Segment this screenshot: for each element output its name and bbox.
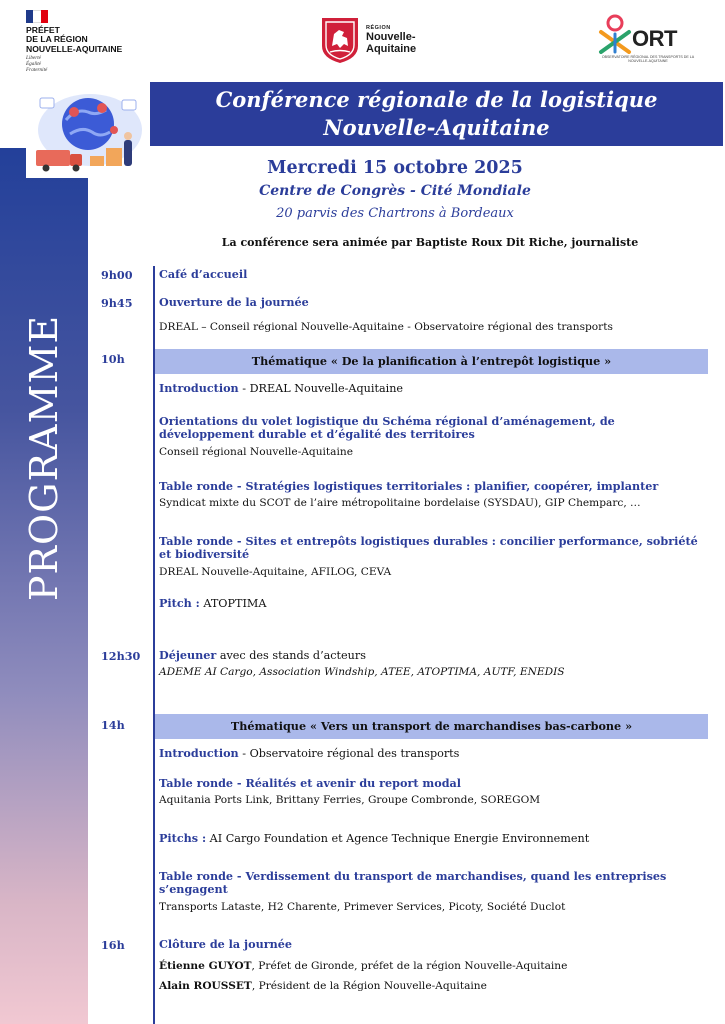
- table-ronde-4-line-1: Table ronde - Verdissement du transport de marchandises, quand les entreprises: [159, 869, 667, 883]
- intro-2-label: Introduction: [159, 746, 239, 760]
- session-table-ronde-3: Table ronde - Réalités et avenir du report modal: [159, 776, 462, 790]
- speaker-1-role: , Préfet de Gironde, préfet de la région Nouvelle-Aquitaine: [251, 960, 568, 972]
- table-ronde-2-line-2: et biodiversité: [159, 547, 250, 561]
- time-0900: 9h00: [101, 268, 133, 282]
- cloture-speaker-1: [159, 960, 709, 973]
- table-ronde-2-line-1: Table ronde - Sites et entrepôts logistiques durables : concilier performance, sobriété: [159, 534, 698, 548]
- pitch-1-rest: ATOPTIMA: [199, 597, 267, 610]
- theme-band-2: Thématique « Vers un transport de marchandises bas-carbone »: [155, 714, 708, 739]
- conference-title-banner: [150, 82, 723, 146]
- motto-1: Liberté: [26, 55, 41, 62]
- region-shield-icon: [320, 16, 360, 64]
- session-pitch-1: [159, 597, 699, 610]
- dejeuner-rest: avec des stands d’acteurs: [216, 649, 366, 662]
- time-1230: 12h30: [101, 649, 141, 663]
- logistics-illustration: [26, 90, 148, 178]
- pitch-2-rest: AI Cargo Foundation et Agence Technique Energie Environnement: [206, 832, 590, 845]
- intro-2-rest: - Observatoire régional des transports: [238, 747, 460, 760]
- region-logo: [320, 16, 440, 66]
- event-venue: Centre de Congrès - Cité Mondiale: [259, 183, 531, 199]
- session-table-ronde-1: Table ronde - Stratégies logistiques territoriales : planifier, coopérer, implanter: [159, 479, 659, 493]
- intro-1-rest: - DREAL Nouvelle-Aquitaine: [238, 382, 404, 395]
- prefet-line-2: DE LA RÉGION: [26, 34, 88, 45]
- time-1400: 14h: [101, 718, 125, 732]
- motto-3: Fraternité: [26, 66, 48, 73]
- session-intro-1: [159, 382, 699, 395]
- region-name-line-2: Aquitaine: [366, 43, 417, 55]
- table-ronde-3-speakers: Aquitania Ports Link, Brittany Ferries, Groupe Combronde, SOREGOM: [159, 794, 541, 806]
- table-ronde-1-speakers: Syndicat mixte du SCOT de l’aire métropolitaine bordelaise (SYSDAU), GIP Chemparc, …: [159, 497, 641, 509]
- region-small-label: RÉGION: [366, 25, 391, 31]
- ort-word: ORT: [632, 26, 677, 51]
- session-ouverture: Ouverture de la journée: [159, 295, 309, 309]
- prefet-logo: [26, 10, 156, 74]
- region-name-line-1: Nouvelle-: [366, 31, 416, 43]
- event-address: 20 parvis des Chartrons à Bordeaux: [276, 206, 514, 221]
- time-0945: 9h45: [101, 296, 133, 310]
- pitch-2-label: Pitchs :: [159, 831, 207, 845]
- time-1000: 10h: [101, 352, 125, 366]
- ouverture-speakers: DREAL – Conseil régional Nouvelle-Aquitaine - Observatoire régional des transports: [159, 321, 613, 333]
- programme-side-label: PROGRAMME: [22, 314, 66, 602]
- conference-title-line-2: Nouvelle-Aquitaine: [323, 115, 550, 140]
- timeline-line: [153, 266, 155, 1024]
- dejeuner-exhibitors: ADEME AI Cargo, Association Windship, ATEE, ATOPTIMA, AUTF, ENEDIS: [159, 666, 565, 678]
- ort-pin-icon: [598, 14, 632, 54]
- french-flag-icon: [26, 10, 48, 23]
- prefet-line-3: NOUVELLE-AQUITAINE: [26, 43, 123, 54]
- dejeuner-label: Déjeuner: [159, 648, 217, 662]
- speaker-2-role: , Président de la Région Nouvelle-Aquitaine: [251, 980, 487, 992]
- speaker-2-name: Alain ROUSSET: [159, 980, 252, 992]
- session-pitchs-2: [159, 832, 699, 845]
- table-ronde-4-speakers: Transports Lataste, H2 Charente, Primever Services, Picoty, Société Duclot: [159, 901, 566, 913]
- session-cafe: Café d’accueil: [159, 267, 248, 281]
- event-date: Mercredi 15 octobre 2025: [267, 158, 523, 178]
- orientations-line-2: développement durable et d’égalité des territoires: [159, 427, 475, 441]
- session-intro-2: [159, 747, 699, 760]
- session-dejeuner: [159, 649, 699, 662]
- conference-title-line-1: Conférence régionale de la logistique: [215, 87, 658, 112]
- event-host: La conférence sera animée par Baptiste Roux Dit Riche, journaliste: [221, 236, 639, 249]
- table-ronde-4-line-2: s’engagent: [159, 882, 228, 896]
- session-table-ronde-4: [159, 870, 699, 896]
- table-ronde-2-speakers: DREAL Nouvelle-Aquitaine, AFILOG, CEVA: [159, 566, 392, 578]
- time-1600: 16h: [101, 938, 125, 952]
- theme-band-1: Thématique « De la planification à l’entrepôt logistique »: [155, 349, 708, 374]
- pitch-1-label: Pitch :: [159, 596, 200, 610]
- session-orientations: [159, 415, 699, 441]
- orientations-speaker: Conseil régional Nouvelle-Aquitaine: [159, 446, 353, 458]
- orientations-line-1: Orientations du volet logistique du Schéma régional d’aménagement, de: [159, 414, 615, 428]
- session-table-ronde-2: [159, 535, 699, 561]
- cloture-speaker-2: [159, 980, 709, 993]
- ort-subtitle: OBSERVATOIRE RÉGIONAL DES TRANSPORTS DE LA NOUVELLE-AQUITAINE: [601, 55, 695, 64]
- ort-logo: [596, 12, 696, 68]
- session-cloture: Clôture de la journée: [159, 937, 292, 951]
- intro-1-label: Introduction: [159, 381, 239, 395]
- motto-2: Égalité: [26, 61, 41, 68]
- speaker-1-name: Étienne GUYOT: [159, 960, 252, 972]
- prefet-line-1: PRÉFET: [26, 25, 60, 35]
